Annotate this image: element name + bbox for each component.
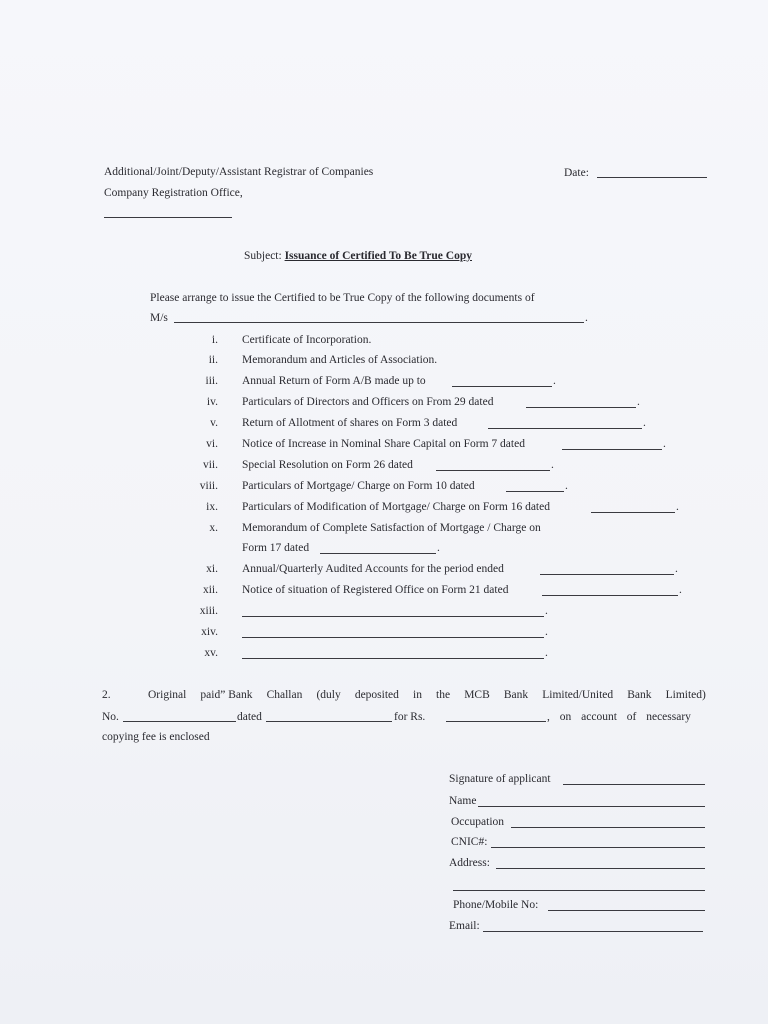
para2-word: (duly (316, 689, 341, 701)
list-item-number: vii. (202, 459, 218, 471)
para2-word: Bank (627, 689, 652, 701)
item-blank-line[interactable] (591, 512, 675, 513)
intro-line: Please arrange to issue the Certified to be True Copy of the following documents of (150, 292, 535, 304)
item-end-punct: . (565, 480, 568, 492)
list-item-text: Notice of Increase in Nominal Share Capital on Form 7 dated (242, 438, 525, 450)
item-end-punct: . (545, 605, 548, 617)
para2-word: in (413, 689, 422, 701)
list-item-text: Notice of situation of Registered Office on Form 21 dated (242, 584, 509, 596)
email-field[interactable] (483, 931, 703, 932)
item-end-punct: . (553, 375, 556, 387)
cnic-field[interactable] (491, 847, 705, 848)
date-label: Date: (564, 167, 589, 179)
list-item-number: xii. (202, 584, 218, 596)
list-item-text: Particulars of Modification of Mortgage/ Charge on Form 16 dated (242, 501, 550, 513)
list-item-number: v. (210, 417, 218, 429)
address-field-line-2[interactable] (453, 890, 705, 891)
para2-word: Limited/United (542, 689, 614, 701)
para2-word: Challan (266, 689, 303, 701)
item-end-punct: . (679, 584, 682, 596)
para2-word: Limited) (665, 689, 706, 701)
addressee-line-1: Additional/Joint/Deputy/Assistant Registrar of Companies (104, 166, 374, 178)
list-item-number: xv. (204, 647, 218, 659)
para2-number: 2. (102, 689, 111, 701)
para2-line-1 (148, 688, 706, 702)
list-item-text: Special Resolution on Form 26 dated (242, 459, 413, 471)
list-item-text: Particulars of Directors and Officers on From 29 dated (242, 396, 494, 408)
challan-for-label: for Rs. (394, 711, 426, 723)
phone-field[interactable] (548, 910, 705, 911)
para2-line-3: copying fee is enclosed (102, 731, 210, 743)
challan-no-blank[interactable] (123, 721, 236, 722)
challan-date-blank[interactable] (266, 721, 392, 722)
item-end-punct: . (676, 501, 679, 513)
item-blank-line[interactable] (242, 616, 544, 617)
phone-label: Phone/Mobile No: (453, 899, 539, 911)
item-blank-line[interactable] (242, 658, 544, 659)
subject-line (244, 249, 472, 263)
date-blank-line[interactable] (597, 177, 707, 178)
list-item-number: iv. (206, 396, 218, 408)
list-item-text: Annual Return of Form A/B made up to (242, 375, 426, 387)
list-item-number: iii. (205, 375, 218, 387)
list-item-text: Annual/Quarterly Audited Accounts for the period ended (242, 563, 504, 575)
list-item-number: xiii. (199, 605, 218, 617)
para2-word: deposited (354, 689, 399, 701)
email-label: Email: (449, 920, 480, 932)
cnic-label: CNIC#: (451, 836, 488, 848)
addressee-line-2: Company Registration Office, (104, 187, 243, 199)
item-end-punct: . (643, 417, 646, 429)
list-item-number: vi. (206, 438, 218, 450)
item-blank-line[interactable] (526, 407, 636, 408)
item-end-punct: . (545, 626, 548, 638)
item-blank-line[interactable] (540, 574, 674, 575)
para2-word: Original (148, 689, 187, 701)
item-blank-line[interactable] (562, 449, 662, 450)
ms-label: M/s (150, 312, 168, 324)
item-blank-line[interactable] (242, 637, 544, 638)
address-label: Address: (449, 857, 490, 869)
signature-field[interactable] (563, 784, 705, 785)
list-item-number: x. (209, 522, 218, 534)
list-item-number: viii. (199, 480, 218, 492)
para2-word: the (436, 689, 451, 701)
para2-word: MCB (464, 689, 490, 701)
ms-end-punct: . (585, 312, 588, 324)
office-blank-line (104, 217, 232, 218)
list-item-text: Return of Allotment of shares on Form 3 dated (242, 417, 458, 429)
list-item-text-continued: Form 17 dated (242, 542, 310, 554)
subject-title: Issuance of Certified To Be True Copy (284, 250, 472, 262)
item-blank-line[interactable] (542, 595, 678, 596)
occupation-field[interactable] (511, 827, 705, 828)
list-item-text: Memorandum of Complete Satisfaction of Mortgage / Charge on (242, 522, 541, 534)
occupation-label: Occupation (451, 816, 505, 828)
item-blank-line[interactable] (436, 470, 550, 471)
challan-no-label: No. (102, 711, 119, 723)
para2-word: paid” Bank (200, 689, 253, 701)
para2-word: Bank (503, 689, 529, 701)
list-item-number: xi. (206, 563, 218, 575)
item-end-punct: . (663, 438, 666, 450)
item-end-punct: . (675, 563, 678, 575)
subject-label: Subject: (244, 250, 282, 262)
item-end-punct: . (637, 396, 640, 408)
challan-account-text: , on account of necessary (547, 711, 691, 723)
name-label: Name (449, 795, 477, 807)
list-item-number: xiv. (201, 626, 218, 638)
item-end-punct: . (545, 647, 548, 659)
item-end-punct: . (437, 542, 440, 554)
list-item-number: i. (211, 334, 218, 346)
name-field[interactable] (478, 806, 705, 807)
list-item-number: ii. (208, 354, 218, 366)
list-item-text: Certificate of Incorporation. (242, 334, 372, 346)
list-item-number: ix. (206, 501, 218, 513)
ms-blank-line[interactable] (174, 322, 584, 323)
item-blank-line[interactable] (488, 428, 642, 429)
signature-label: Signature of applicant (449, 773, 551, 785)
item-blank-line[interactable] (320, 553, 436, 554)
address-field[interactable] (496, 868, 705, 869)
list-item-text: Memorandum and Articles of Association. (242, 354, 438, 366)
challan-amount-blank[interactable] (446, 721, 546, 722)
challan-dated-label: dated (237, 711, 262, 723)
list-item-text: Particulars of Mortgage/ Charge on Form 10 dated (242, 480, 475, 492)
item-blank-line[interactable] (452, 386, 552, 387)
item-end-punct: . (551, 459, 554, 471)
item-blank-line[interactable] (506, 491, 564, 492)
